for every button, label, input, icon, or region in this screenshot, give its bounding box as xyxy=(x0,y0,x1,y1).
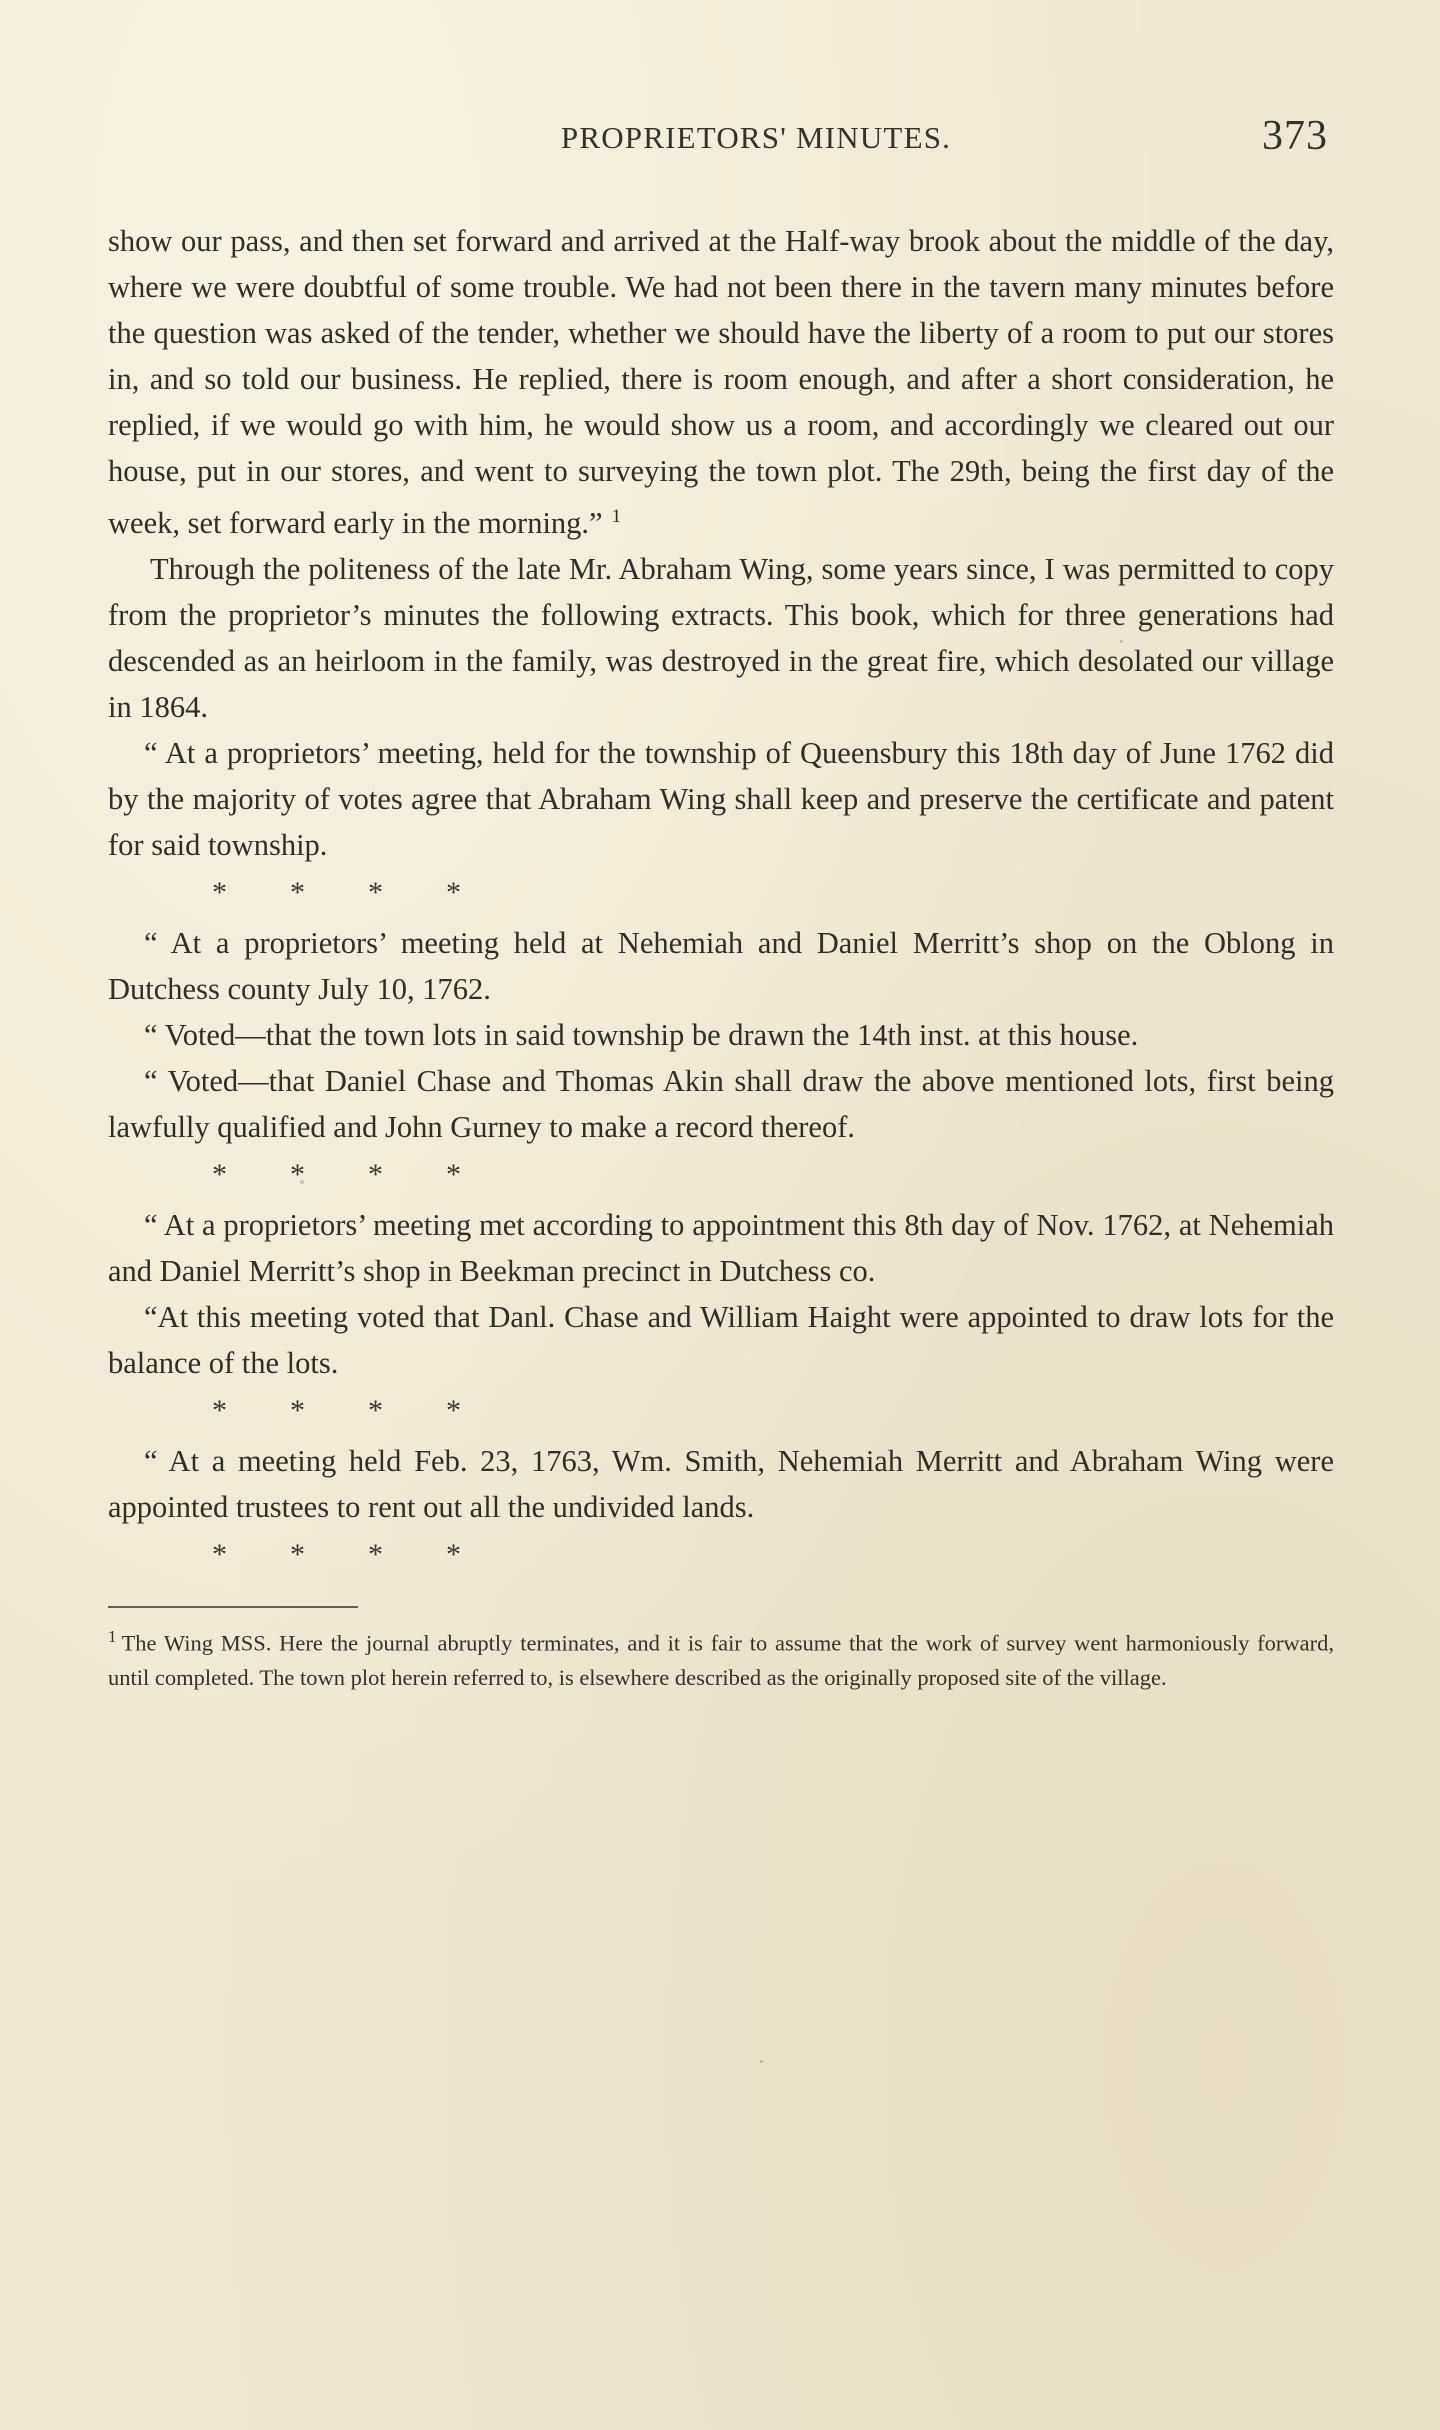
paper-speck xyxy=(760,2060,763,2063)
section-break-stars xyxy=(108,1152,1334,1198)
star-glyph: * xyxy=(368,1394,384,1428)
star-glyph: * xyxy=(290,1394,306,1428)
section-break-stars xyxy=(108,870,1334,916)
footnote-divider xyxy=(108,1606,358,1608)
section-break-stars xyxy=(108,1532,1334,1578)
paragraph-voted-chase-akin: “ Voted—that Daniel Chase and Thomas Akin shall draw the above mentioned lots, first being lawfully qualified and John Gurney to make a record thereof. xyxy=(108,1064,1334,1145)
paragraph-voted-town-lots: “ Voted—that the town lots in said township be drawn the 14th inst. at this house. xyxy=(144,1018,1139,1053)
star-glyph: * xyxy=(290,1538,306,1572)
page-content xyxy=(108,113,1334,1695)
star-glyph: * xyxy=(368,1538,384,1572)
paragraph-minute-1762-11-08: “ At a proprietors’ meeting met according to appointment this 8th day of Nov. 1762, at Nehemiah and Daniel Merritt’s shop in Beekman precinct in Dutchess co. xyxy=(108,1208,1334,1289)
star-glyph: * xyxy=(368,876,384,910)
paragraph-continued xyxy=(108,218,1334,546)
star-glyph: * xyxy=(368,1158,384,1192)
star-glyph: * xyxy=(446,1394,462,1428)
paragraph-text: show our pass, and then set forward and arrived at the Half-way brook about the middle of the day, where we were doubtful of some trouble. We had not been there in the tavern many minutes before the question was asked of the tender, whether we should have the liberty of a room to put our stores in, and so told our business. He replied, there is room enough, and after a short consideration, he replied, if we would go with him, he would show us a room, and accordingly we cleared out our house, put in our stores, and went to surveying the town plot. The 29th, being the first day of the week, set forward early in the morning.” xyxy=(108,224,1334,541)
running-head: PROPRIETORS' MINUTES. xyxy=(560,120,952,155)
paragraph-minute-1763-02-23: “ At a meeting held Feb. 23, 1763, Wm. Smith, Nehemiah Merritt and Abraham Wing were appointed trustees to rent out all the undivided lands. xyxy=(108,1444,1334,1525)
paragraph-minute-1762-07-10: “ At a proprietors’ meeting held at Nehemiah and Daniel Merritt’s shop on the Oblong in Dutchess county July 10, 1762. xyxy=(108,926,1334,1007)
paragraph-minute-1762-06-18: “ At a proprietors’ meeting, held for the township of Queensbury this 18th day of June 1762 did by the majority of votes agree that Abraham Wing shall keep and preserve the certificate and patent for said township. xyxy=(108,736,1334,863)
star-glyph: * xyxy=(212,1538,228,1572)
star-glyph: * xyxy=(446,1538,462,1572)
star-glyph: * xyxy=(290,1158,306,1192)
star-glyph: * xyxy=(212,876,228,910)
star-glyph: * xyxy=(290,876,306,910)
body-text xyxy=(108,218,1334,1578)
footnote-text: The Wing MSS. Here the journal abruptly terminates, and it is fair to assume that the work of survey went harmoniously forward, until completed. The town plot herein referred to, is elsewhere described as the originally proposed site of the village. xyxy=(108,1630,1334,1690)
paragraph-voted-danl-chase: “At this meeting voted that Danl. Chase and William Haight were appointed to draw lots for the balance of the lots. xyxy=(108,1300,1334,1381)
star-glyph: * xyxy=(212,1394,228,1428)
star-glyph: * xyxy=(212,1158,228,1192)
section-break-stars xyxy=(108,1388,1334,1434)
page-header xyxy=(108,113,1334,182)
star-glyph: * xyxy=(446,876,462,910)
footnote xyxy=(108,1620,1334,1695)
footnote-reference[interactable]: 1 xyxy=(611,506,622,527)
page-number: 373 xyxy=(1262,113,1328,159)
footnote-marker: 1 xyxy=(108,1627,117,1647)
paragraph-wing-note: Through the politeness of the late Mr. Abraham Wing, some years since, I was permitted to copy from the proprietor’s minutes the following extracts. This book, which for three generations had descended as an heirloom in the family, was destroyed in the great fire, which desolated our village in 1864. xyxy=(108,552,1334,725)
star-glyph: * xyxy=(446,1158,462,1192)
